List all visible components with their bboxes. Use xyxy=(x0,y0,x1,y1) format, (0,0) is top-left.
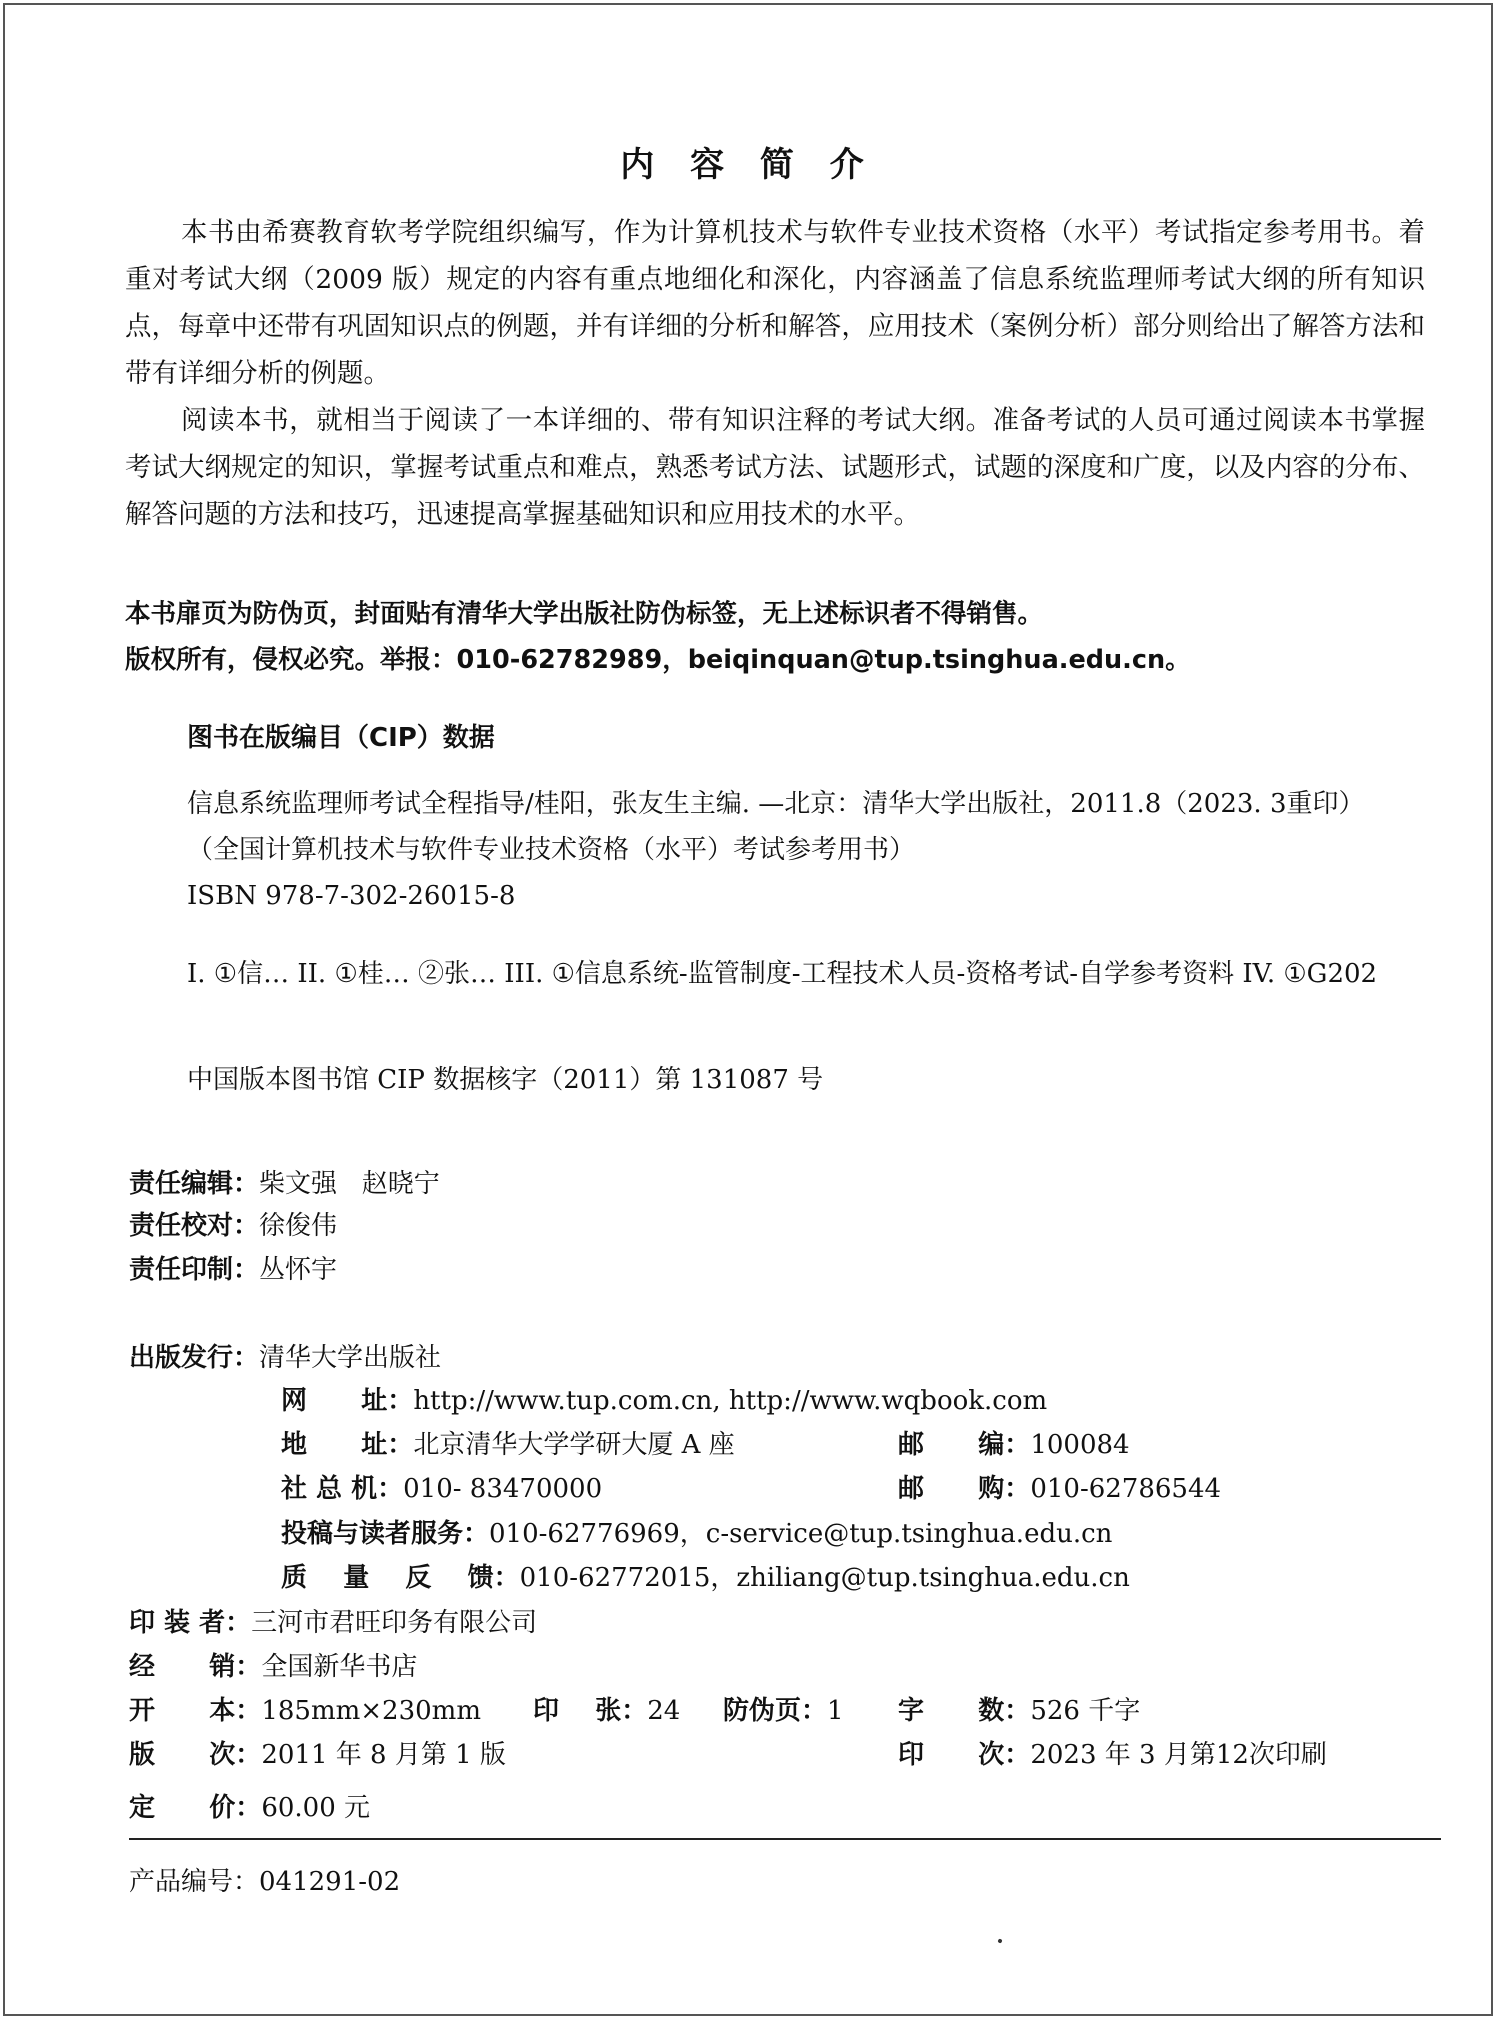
quality-feedback-label: 质 量 反 馈： xyxy=(281,1563,520,1593)
print-sheets-label: 印 张： xyxy=(533,1696,648,1726)
divider-line xyxy=(129,1838,1441,1840)
cip-classification: I. ①信… II. ①桂… ②张… III. ①信息系统-监管制度-工程技术人员-资格考试-自学参考资料 IV. ①G202 xyxy=(187,959,1378,989)
intro-section xyxy=(125,209,1425,538)
format-value: 185mm×230mm xyxy=(261,1696,481,1726)
format-row xyxy=(129,1690,481,1727)
address-row xyxy=(281,1424,735,1461)
zipcode-label: 邮 编： xyxy=(898,1430,1031,1460)
cip-data xyxy=(187,781,1437,919)
edition-value: 2011 年 8 月第 1 版 xyxy=(261,1740,506,1770)
switchboard-row xyxy=(281,1468,602,1505)
distributor-value: 全国新华书店 xyxy=(261,1652,418,1682)
print-manager-value: 丛怀宇 xyxy=(259,1255,338,1285)
cip-line-2: （全国计算机技术与软件专业技术资格（水平）考试参考用书） xyxy=(187,835,916,865)
distributor-row xyxy=(129,1646,417,1683)
word-count-label: 字 数： xyxy=(898,1696,1031,1726)
zipcode-value: 100084 xyxy=(1030,1430,1130,1460)
publisher-label: 出版发行： xyxy=(129,1343,260,1373)
publisher-value: 清华大学出版社 xyxy=(259,1343,442,1373)
quality-feedback-row xyxy=(281,1557,1130,1594)
address-label: 地 址： xyxy=(281,1430,414,1460)
switchboard-value: 010- 83470000 xyxy=(403,1474,603,1504)
notice-line-1: 本书扉页为防伪页，封面贴有清华大学出版社防伪标签，无上述标识者不得销售。 xyxy=(125,599,1044,629)
print-manager-row xyxy=(129,1249,337,1286)
proofreader-value: 徐俊伟 xyxy=(259,1211,338,1241)
editor-label: 责任编辑： xyxy=(129,1169,260,1199)
mail-order-value: 010-62786544 xyxy=(1030,1474,1222,1504)
printer-value: 三河市君旺印务有限公司 xyxy=(251,1608,538,1638)
cip-heading: 图书在版编目（CIP）数据 xyxy=(187,723,495,753)
anti-fake-page-row xyxy=(723,1690,844,1727)
quality-feedback-value: 010-62772015，zhiliang@tup.tsinghua.edu.cn xyxy=(519,1563,1130,1593)
word-count-row xyxy=(898,1690,1140,1727)
price-label: 定 价： xyxy=(129,1793,262,1823)
page-title: 内 容 简 介 xyxy=(620,145,876,185)
distributor-label: 经 销： xyxy=(129,1652,262,1682)
copyright-page xyxy=(3,3,1493,2016)
intro-paragraph-2: 阅读本书，就相当于阅读了一本详细的、带有知识注释的考试大纲。准备考试的人员可通过阅读本书掌握考试大纲规定的知识，掌握考试重点和难点，熟悉考试方法、试题形式，试题的深度和广度，以及内容的分布、解答问题的方法和技巧，迅速提高掌握基础知识和应用技术的水平。 xyxy=(125,405,1425,530)
anti-fake-page-value: 1 xyxy=(827,1696,844,1726)
editor-value: 柴文强 赵晓宁 xyxy=(259,1169,440,1199)
price-value: 60.00 元 xyxy=(261,1793,371,1823)
product-code-label: 产品编号： xyxy=(129,1867,260,1897)
intro-paragraph-1: 本书由希赛教育软考学院组织编写，作为计算机技术与软件专业技术资格（水平）考试指定参考用书。着重对考试大纲（2009 版）规定的内容有重点地细化和深化，内容涵盖了信息系统监理师考试大纲的所有知识点，每章中还带有巩固知识点的例题，并有详细的分析和解答，应用技术（案例分析）部分则给出了解答方法和带有详细分析的例题。 xyxy=(125,217,1425,389)
reader-service-row xyxy=(281,1513,1112,1550)
reader-service-value: 010-62776969，c-service@tup.tsinghua.edu.cn xyxy=(489,1519,1113,1549)
printer-label: 印 装 者： xyxy=(129,1608,252,1638)
switchboard-label: 社 总 机： xyxy=(281,1474,404,1504)
impression-label: 印 次： xyxy=(898,1740,1031,1770)
printer-row xyxy=(129,1602,537,1639)
website-label: 网 址： xyxy=(281,1386,414,1416)
cip-record-number: 中国版本图书馆 CIP 数据核字（2011）第 131087 号 xyxy=(187,1065,824,1095)
edition-label: 版 次： xyxy=(129,1740,262,1770)
cip-isbn: ISBN 978-7-302-26015-8 xyxy=(187,881,516,911)
mail-order-row xyxy=(898,1468,1221,1505)
proofreader-row xyxy=(129,1205,337,1242)
impression-value: 2023 年 3 月第12次印刷 xyxy=(1030,1740,1327,1770)
product-code-value: 041291-02 xyxy=(259,1867,401,1897)
editor-row xyxy=(129,1163,440,1200)
edition-row xyxy=(129,1734,506,1771)
zipcode-row xyxy=(898,1424,1130,1461)
address-value: 北京清华大学学研大厦 A 座 xyxy=(413,1430,735,1460)
publisher-row xyxy=(129,1337,441,1374)
product-code-row xyxy=(129,1861,400,1898)
impression-row xyxy=(898,1734,1327,1771)
anti-counterfeit-notice xyxy=(125,591,1191,683)
word-count-value: 526 千字 xyxy=(1030,1696,1141,1726)
print-sheets-row xyxy=(533,1690,680,1727)
print-sheets-value: 24 xyxy=(647,1696,681,1726)
format-label: 开 本： xyxy=(129,1696,262,1726)
notice-line-2: 版权所有，侵权必究。举报：010-62782989，beiqinquan@tup.tsinghua.edu.cn。 xyxy=(125,645,1191,675)
website-row xyxy=(281,1380,1047,1417)
proofreader-label: 责任校对： xyxy=(129,1211,260,1241)
website-value: http://www.tup.com.cn, http://www.wqbook.com xyxy=(413,1386,1048,1416)
print-manager-label: 责任印制： xyxy=(129,1255,260,1285)
mail-order-label: 邮 购： xyxy=(898,1474,1031,1504)
reader-service-label: 投稿与读者服务： xyxy=(281,1519,490,1549)
cip-line-1: 信息系统监理师考试全程指导/桂阳，张友生主编. —北京：清华大学出版社，2011.8（2023. 3重印） xyxy=(187,789,1365,819)
anti-fake-page-label: 防伪页： xyxy=(723,1696,828,1726)
print-speck xyxy=(997,1938,1002,1943)
price-row xyxy=(129,1787,370,1824)
